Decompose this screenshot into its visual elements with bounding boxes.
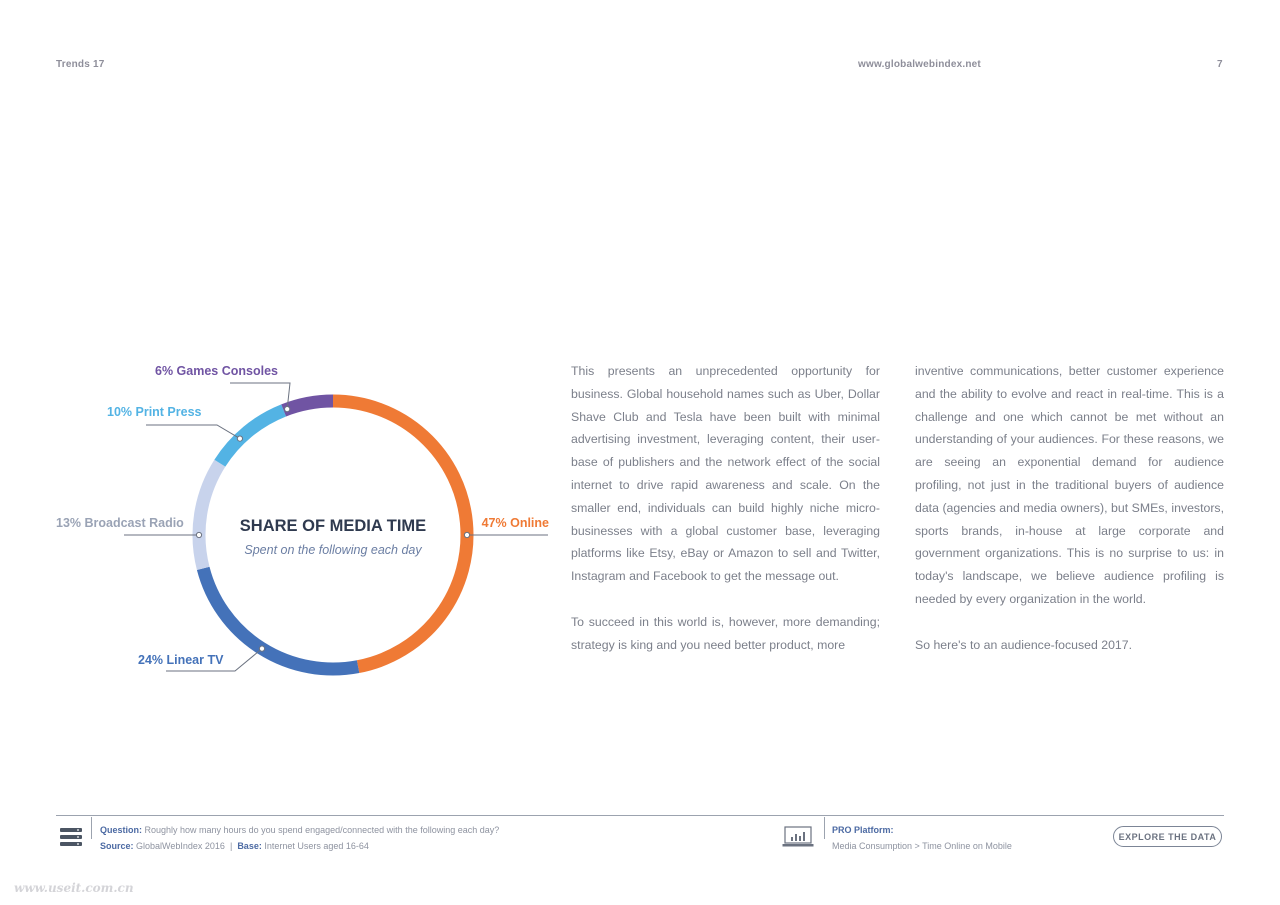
donut-slice-print-press [220, 410, 284, 463]
leader-line [146, 425, 240, 439]
base-text: Internet Users aged 16-64 [264, 841, 369, 851]
slice-label-print-press: 10% Print Press [107, 405, 202, 419]
slice-label-games-consoles: 6% Games Consoles [155, 364, 278, 378]
source-label: Source: [100, 841, 134, 851]
leader-dot [285, 406, 290, 411]
footer-source [100, 841, 369, 851]
pro-platform-label: PRO Platform: [832, 825, 894, 835]
footer-pipe: | [229, 841, 233, 851]
pro-platform-path[interactable]: Media Consumption > Time Online on Mobile [832, 841, 1012, 851]
explore-data-button[interactable]: EXPLORE THE DATA [1113, 826, 1222, 847]
chart-subtitle: Spent on the following each day [244, 543, 422, 557]
paragraph: So here's to an audience-focused 2017. [915, 637, 1133, 652]
server-icon [60, 828, 82, 846]
donut-slice-linear-tv [203, 568, 358, 669]
leader-dot [237, 436, 242, 441]
footer-separator [91, 817, 92, 839]
chart-title: SHARE OF MEDIA TIME [239, 517, 427, 535]
footer-question [100, 825, 499, 835]
slice-label-linear-tv: 24% Linear TV [138, 653, 224, 667]
header-url[interactable]: www.globalwebindex.net [858, 59, 981, 70]
body-column-2 [915, 360, 1224, 679]
question-text: Roughly how many hours do you spend engaged/connected with the following each day? [144, 825, 500, 835]
source-text: GlobalWebIndex 2016 [136, 841, 225, 851]
paragraph: This presents an unprecedented opportunity for business. Global household names such as Uber, Dollar Shave Club and Tesla have been built with minimal advertising investment, leveraging content, their user-base of publishers and the network effect of the social internet to drive rapid awareness and scale. On the smaller end, individuals can build highly niche micro-businesses with a global customer base, leveraging platforms like Etsy, eBay or Amazon to sell and Twitter, Instagram and Facebook to get the message out. [571, 364, 880, 584]
base-label: Base: [237, 841, 262, 851]
laptop-chart-icon [782, 826, 814, 848]
footer-divider [56, 815, 1224, 816]
question-label: Question: [100, 825, 142, 835]
leader-dot [464, 532, 469, 537]
paragraph: To succeed in this world is, however, more demanding; strategy is king and you need better product, more [571, 614, 880, 652]
donut-slice-broadcast-radio [199, 463, 220, 568]
media-share-donut-chart [0, 340, 560, 700]
watermark: www.useit.com.cn [14, 881, 134, 895]
body-column-1 [571, 360, 880, 679]
page-number: 7 [1217, 59, 1223, 70]
header-doc-title: Trends 17 [56, 59, 105, 70]
footer-separator [824, 817, 825, 839]
donut-slice-games-consoles [284, 401, 333, 410]
leader-dot [259, 646, 264, 651]
leader-dot [196, 532, 201, 537]
slice-label-online: 47% Online [481, 516, 549, 530]
paragraph: inventive communications, better customer experience and the ability to evolve and react in real-time. This is a challenge and one which cannot be met without an understanding of your audiences. For these reasons, we are seeing an exponential demand for audience profiling, not just in the traditional buyers of audience data (agencies and media owners), but SMEs, investors, sports brands, in-house at large corporate and government organizations. This is no surprise to us: in today's landscape, we believe audience profiling is needed by every organization in the world. [915, 364, 1224, 606]
slice-label-broadcast-radio: 13% Broadcast Radio [56, 516, 184, 530]
